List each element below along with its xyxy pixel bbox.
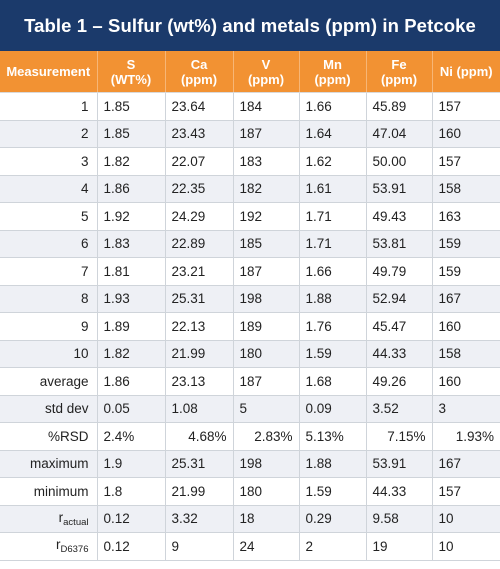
table-row [0,478,500,506]
table-body [0,93,500,561]
row-label-text: 10 [73,346,89,362]
table-cell: 23.13 [165,368,233,396]
table-cell: 23.43 [165,120,233,148]
table-cell: 180 [233,340,299,368]
table-cell: 21.99 [165,340,233,368]
table-cell: 52.94 [366,285,432,313]
table-cell: 5 [233,395,299,423]
row-label [0,258,97,286]
table-cell: 158 [432,340,500,368]
column-header-unit: (ppm) [180,71,218,87]
column-header [299,51,366,93]
table-row [0,175,500,203]
table-cell: 167 [432,285,500,313]
table-cell: 163 [432,203,500,231]
table-cell: 1.93 [97,285,165,313]
table-cell: 157 [432,478,500,506]
table-cell: 2.4% [97,423,165,451]
table-cell: 160 [432,313,500,341]
row-label-text: 7 [80,263,89,279]
table-cell: 180 [233,478,299,506]
table-cell: 25.31 [165,450,233,478]
table-cell: 53.81 [366,230,432,258]
table-row [0,368,500,396]
table-cell: 159 [432,230,500,258]
table-cell: 49.26 [366,368,432,396]
column-header-name: Ni (ppm) [439,64,493,79]
table-row [0,258,500,286]
row-label-text: maximum [29,456,89,472]
row-label [0,505,97,533]
table-cell: 44.33 [366,340,432,368]
table-cell: 2.83% [233,423,299,451]
column-header [97,51,165,93]
table-cell: 1.82 [97,148,165,176]
column-header [432,51,500,93]
table-cell: 189 [233,313,299,341]
table-cell: 1.86 [97,368,165,396]
table-cell: 1.89 [97,313,165,341]
table-row [0,230,500,258]
table-cell: 0.12 [97,533,165,561]
table-row [0,313,500,341]
table-cell: 0.29 [299,505,366,533]
row-label-text: 1 [80,98,89,114]
table-cell: 158 [432,175,500,203]
table-cell: 184 [233,93,299,121]
table-cell: 22.07 [165,148,233,176]
column-header-name: Ca [190,56,208,72]
row-label [0,395,97,423]
row-label [0,148,97,176]
row-label [0,230,97,258]
table-cell: 157 [432,93,500,121]
table-cell: 0.12 [97,505,165,533]
table-cell: 1.81 [97,258,165,286]
row-label [0,478,97,506]
table-cell: 45.89 [366,93,432,121]
table-cell: 160 [432,368,500,396]
table-cell: 187 [233,368,299,396]
table-cell: 1.71 [299,203,366,231]
table-cell: 1.83 [97,230,165,258]
table-cell: 0.05 [97,395,165,423]
row-label-text: 5 [80,208,89,224]
table-cell: 187 [233,258,299,286]
table-row [0,533,500,561]
table-cell: 23.64 [165,93,233,121]
table-cell: 198 [233,285,299,313]
column-header-name: Mn [323,56,342,72]
table-cell: 49.43 [366,203,432,231]
table-cell: 19 [366,533,432,561]
table-cell: 192 [233,203,299,231]
table-cell: 1.61 [299,175,366,203]
table-cell: 25.31 [165,285,233,313]
table-row [0,340,500,368]
table-cell: 167 [432,450,500,478]
table-cell: 24 [233,533,299,561]
table-cell: 3 [432,395,500,423]
row-label-text: average [39,373,89,389]
table-cell: 22.13 [165,313,233,341]
table-cell: 1.93% [432,423,500,451]
header-row [0,51,500,93]
data-table [0,51,500,561]
column-header [0,51,97,93]
table-cell: 1.86 [97,175,165,203]
table-cell: 1.8 [97,478,165,506]
row-label-text: 4 [80,181,89,197]
table-cell: 1.88 [299,285,366,313]
row-label [0,313,97,341]
table-cell: 1.71 [299,230,366,258]
table-cell: 3.32 [165,505,233,533]
table-cell: 10 [432,505,500,533]
row-label [0,285,97,313]
row-label [0,423,97,451]
table-cell: 4.68% [165,423,233,451]
row-label-text: 9 [80,318,89,334]
table-cell: 45.47 [366,313,432,341]
column-header-unit: (WT%) [110,71,152,87]
row-label [0,120,97,148]
table-row [0,450,500,478]
row-label [0,368,97,396]
table-cell: 23.21 [165,258,233,286]
table-cell: 22.89 [165,230,233,258]
table-cell: 1.9 [97,450,165,478]
table-cell: 182 [233,175,299,203]
row-label-text: 2 [80,126,89,142]
row-label-text: 6 [80,236,89,252]
table-cell: 7.15% [366,423,432,451]
table-cell: 50.00 [366,148,432,176]
table-row [0,203,500,231]
table-cell: 5.13% [299,423,366,451]
row-label [0,93,97,121]
table-cell: 198 [233,450,299,478]
table-row [0,148,500,176]
row-label-text: r [56,537,61,553]
column-header [233,51,299,93]
table-row [0,93,500,121]
table-cell: 187 [233,120,299,148]
table-cell: 1.76 [299,313,366,341]
table-cell: 9 [165,533,233,561]
table-row [0,120,500,148]
table-cell: 1.64 [299,120,366,148]
row-label [0,175,97,203]
column-header-unit: (ppm) [380,71,418,87]
table-cell: 185 [233,230,299,258]
table-cell: 159 [432,258,500,286]
table-cell: 22.35 [165,175,233,203]
row-label-text: std dev [44,401,89,417]
table-cell: 24.29 [165,203,233,231]
table-row [0,395,500,423]
table-header [0,51,500,93]
row-label-text: %RSD [47,428,89,444]
table-cell: 1.68 [299,368,366,396]
column-header [366,51,432,93]
table-cell: 1.88 [299,450,366,478]
table-cell: 44.33 [366,478,432,506]
table-cell: 1.66 [299,93,366,121]
column-header [165,51,233,93]
row-label-subscript: D6376 [60,544,89,556]
table-cell: 53.91 [366,175,432,203]
table-row [0,505,500,533]
table-cell: 183 [233,148,299,176]
column-header-name: Fe [391,56,407,72]
table-cell: 1.82 [97,340,165,368]
table-cell: 49.79 [366,258,432,286]
row-label [0,340,97,368]
row-label-text: 8 [80,291,89,307]
column-header-name: Measurement [6,64,91,79]
table-cell: 1.62 [299,148,366,176]
table-cell: 160 [432,120,500,148]
table-cell: 1.08 [165,395,233,423]
table-cell: 1.59 [299,340,366,368]
table-cell: 10 [432,533,500,561]
table-cell: 53.91 [366,450,432,478]
row-label-text: minimum [33,483,89,499]
table-cell: 3.52 [366,395,432,423]
table-cell: 1.92 [97,203,165,231]
row-label-subscript: actual [63,516,89,528]
row-label-text: 3 [80,153,89,169]
table-cell: 1.85 [97,120,165,148]
column-header-unit: (ppm) [314,71,351,87]
table-cell: 9.58 [366,505,432,533]
column-header-name: V [261,56,271,72]
table-row [0,423,500,451]
table-cell: 2 [299,533,366,561]
table-cell: 21.99 [165,478,233,506]
table-cell: 47.04 [366,120,432,148]
table-row [0,285,500,313]
table-cell: 1.66 [299,258,366,286]
table-cell: 0.09 [299,395,366,423]
table-cell: 18 [233,505,299,533]
column-header-unit: (ppm) [247,71,285,87]
column-header-name: S [126,56,136,72]
row-label [0,450,97,478]
table-cell: 1.85 [97,93,165,121]
table-cell: 157 [432,148,500,176]
row-label [0,203,97,231]
table-cell: 1.59 [299,478,366,506]
row-label [0,533,97,561]
table-title: Table 1 – Sulfur (wt%) and metals (ppm) in Petcoke [0,0,500,51]
row-label-text: r [58,509,64,525]
